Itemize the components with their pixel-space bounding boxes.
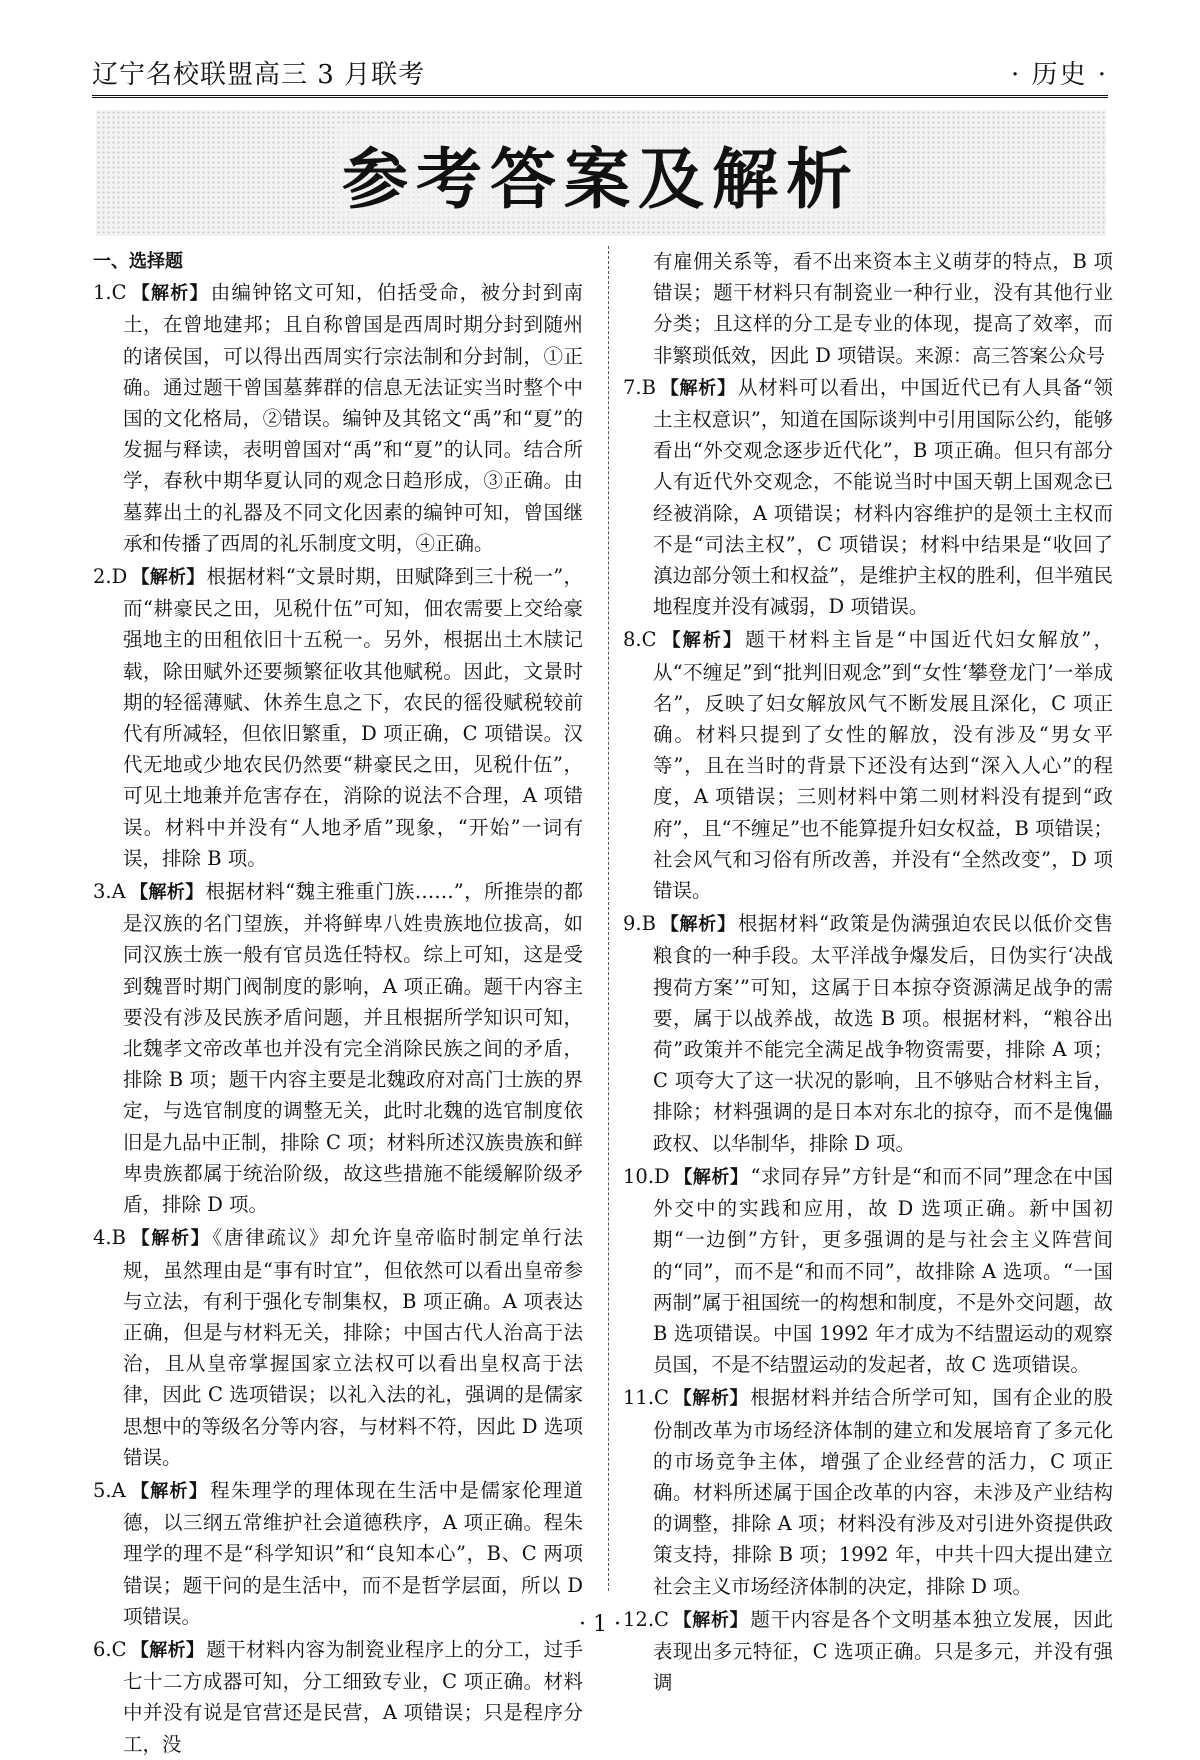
analysis-tag: 【解析】 — [131, 567, 205, 589]
answer-number: 7.B — [623, 375, 656, 399]
answer-text: 题干材料主旨是“中国近代妇女解放”，从“不缠足”到“批判旧观念”到“女性‘攀登龙门’一举成名”，反映了妇女解放风气不断发展且深化，C 项正确。材料只提到了女性的解放，没有涉及“男女平等”，且在当时的背景下还没有达到“深入人心”的程度，A 项错误；三则材料中第二则材料没有提到“政府”，且“不缠足”也不能算提升妇女权益，B 项错误；社会风气和习俗有所改善，并没有“全然改变”，D 项错误。 — [653, 628, 1113, 903]
answer-text: 《唐律疏议》却允许皇帝临时制定单行法规，虽然理由是“事有时宜”，但依然可以看出皇帝参与立法，有利于强化专制集权，B 项正确。A 项表达正确，但是与材料无关，排除；中国古代人治高于法治，且从皇帝掌握国家立法权可以看出皇权高于法律，因此 C 选项错误；以礼入法的礼，强调的是儒家思想中的等级名分等内容，与材料不符，因此 D 选项错误。 — [123, 1226, 583, 1469]
page-number: · 1 · — [579, 1612, 621, 1637]
section-title: 一、选择题 — [93, 251, 183, 272]
exam-title: 辽宁名校联盟高三 3 月联考 — [92, 60, 426, 90]
answer-number: 4.B — [93, 1226, 126, 1250]
analysis-tag: 【解析】 — [129, 1480, 209, 1502]
answer-number: 8.C — [623, 628, 657, 652]
answer-number: 10.D — [623, 1164, 670, 1188]
answer-text: 由编钟铭文可知，伯括受命，被分封到南土，在曾地建邦；且自称曾国是西周时期分封到随州的诸侯国，可以得出西周实行宗法制和分封制，①正确。通过题干曾国墓葬群的信息无法证实当时整个中国的文化格局，②错误。编钟及其铭文“禹”和“夏”的发掘与释读，表明曾国对“禹”和“夏”的认同。结合所学，春秋中期华夏认同的观念日趋形成，③正确。由墓葬出土的礼器及不同文化因素的编钟可知，曾国继承和传播了西周的礼乐制度文明，④正确。 — [123, 281, 583, 555]
analysis-tag: 【解析】 — [673, 1166, 749, 1188]
answer-text: 根据材料并结合所学可知，国有企业的股份制改革为市场经济体制的建立和发展培育了多元化的市场竞争主体，增强了企业经营的活力，C 项正确。材料所述属于国企改革的内容，未涉及产业结构的调整，排除 A 项；材料没有涉及对引进外资提供政策支持，排除 B 项；1992 年，中共十四大提出建立社会主义市场经济体制的决定，排除 D 项。 — [653, 1386, 1113, 1598]
analysis-tag: 【解析】 — [130, 1639, 205, 1661]
analysis-tag: 【解析】 — [659, 377, 736, 399]
answer-item — [623, 908, 1113, 1159]
analysis-tag: 【解析】 — [660, 630, 744, 652]
answer-text: 题干材料内容为制瓷业程序上的分工，过手七十二方成器可知，分工细致专业，C 项正确。材料中并没有说是官营还是民营，A 项错误；只是程序分工，没 — [123, 1637, 583, 1756]
continuation-body: 有雇佣关系等，看不出来资本主义萌芽的特点，B 项错误；题干材料只有制瓷业一种行业，没有其他行业分类；且这样的分工是专业的体现，提高了效率，而非繁琐低效，因此 D 项错误。 — [653, 250, 1113, 367]
analysis-tag: 【解析】 — [659, 914, 736, 936]
analysis-tag: 【解析】 — [129, 882, 204, 904]
right-column — [623, 246, 1113, 1698]
source-watermark: 来源：高三答案公众号 — [915, 344, 1106, 367]
title-banner — [96, 110, 1106, 236]
answer-text: 根据材料“文景时期，田赋降到三十税一”，而“耕豪民之田，见税什伍”可知，佃农需要上交给豪强地主的田租依旧十五税一。另外，根据出土木牍记载，除田赋外还要频繁征收其他赋税。因此，文景时期的轻徭薄赋、休养生息之下，农民的徭役赋税较前代有所减轻，但依旧繁重，D 项正确，C 项错误。汉代无地或少地农民仍然要“耕豪民之田，见税什伍”，可见土地兼并危害存在，消除的说法不合理，A 项错误。材料中并没有“人地矛盾”现象，“开始”一词有误，排除 B 项。 — [123, 565, 583, 870]
analysis-tag: 【解析】 — [672, 1609, 749, 1631]
answer-item — [623, 1382, 1113, 1601]
answer-item — [623, 624, 1113, 906]
answer-item — [623, 372, 1113, 623]
answer-item — [623, 1161, 1113, 1380]
answer-item — [93, 876, 583, 1220]
answer-text: 从材料可以看出，中国近代已有人具备“领土主权意识”，知道在国际谈判中引用国际公约，能够看出“外交观念逐步近代化”，B 项正确。但只有部分人有近代外交观念，不能说当时中国天朝上国观念已经被消除，A 项错误；材料内容维护的是领土主权而不是“司法主权”，C 项错误；材料中结果是“收回了滇边部分领土和权益”，是维护主权的胜利，但半殖民地程度并没有减弱，D 项错误。 — [653, 375, 1113, 619]
left-items — [93, 277, 583, 1760]
answer-item — [93, 1475, 583, 1632]
answer-number: 1.C — [93, 281, 127, 305]
answer-number: 11.C — [623, 1386, 669, 1410]
subject-label: · 历史 · — [1010, 60, 1108, 90]
answer-text: 程朱理学的理体现在生活中是儒家伦理道德，以三纲五常维护社会道德秩序，A 项正确。程朱理学的理不是“科学知识”和“良知本心”，B、C 两项错误；题干问的是生活中，而不是哲学层面，所以 D 项错误。 — [123, 1478, 583, 1628]
answer-number: 12.C — [623, 1607, 669, 1631]
column-divider — [608, 246, 609, 1591]
answer-number: 6.C — [93, 1637, 127, 1661]
answer-number: 2.D — [93, 565, 128, 589]
left-column — [93, 246, 583, 1760]
answer-item — [93, 1222, 583, 1473]
answer-text: 题干内容是各个文明基本独立发展，因此表现出多元特征，C 选项正确。只是多元，并没有强调 — [653, 1607, 1113, 1695]
analysis-tag: 【解析】 — [130, 283, 209, 305]
banner-title: 参考答案及解析 — [334, 126, 868, 221]
answer-text: “求同存异”方针是“和而不同”理念在中国外交中的实践和应用，故 D 选项正确。新中国初期“一边倒”方针，更多强调的是与社会主义阵营间的“同”，而不是“和而不同”，故排除 A 选项。“一国两制”属于祖国统一的构想和制度，不是外交问题，故 B 选项错误。中国 1992 年才成为不结盟运动的观察员国，不是不结盟运动的发起者，故 C 选项错误。 — [653, 1164, 1113, 1377]
answer-number: 5.A — [93, 1478, 126, 1502]
answer-text: 根据材料“政策是伪满强迫农民以低价交售粮食的一种手段。太平洋战争爆发后，日伪实行‘决战搜荷方案’”可知，这属于日本掠夺资源满足战争的需要，属于以战养战，故选 B 项。根据材料，“粮谷出荷”政策并不能完全满足战争物资需要，排除 A 项；C 项夸大了这一状况的影响，且不够贴合材料主旨，排除；材料强调的是日本对东北的掠夺，而不是傀儡政权、以华制华，排除 D 项。 — [653, 912, 1113, 1155]
analysis-tag: 【解析】 — [129, 1228, 211, 1250]
answer-item — [93, 277, 583, 559]
analysis-tag: 【解析】 — [672, 1388, 749, 1410]
answer-item — [93, 561, 583, 874]
page-header — [92, 60, 1108, 98]
answer-number: 3.A — [93, 880, 126, 904]
answer-item — [93, 1634, 583, 1760]
continuation-text — [623, 246, 1113, 372]
answer-number: 9.B — [623, 912, 656, 936]
right-items — [623, 372, 1113, 1699]
answer-text: 根据材料“魏主雅重门族……”，所推崇的都是汉族的名门望族，并将鲜卑八姓贵族地位拔高，如同汉族士族一般有官员选任特权。综上可知，这是受到魏晋时期门阀制度的影响，A 项正确。题干内容主要没有涉及民族矛盾问题，并且根据所学知识可知，北魏孝文帝改革也并没有完全消除民族之间的矛盾，排除 B 项；题干内容主要是北魏政府对高门士族的界定，与选官制度的调整无关，此时北魏的选官制度依旧是九品中正制，排除 C 项；材料所述汉族贵族和鲜卑贵族都属于统治阶级，故这些措施不能缓解阶级矛盾，排除 D 项。 — [123, 880, 583, 1217]
